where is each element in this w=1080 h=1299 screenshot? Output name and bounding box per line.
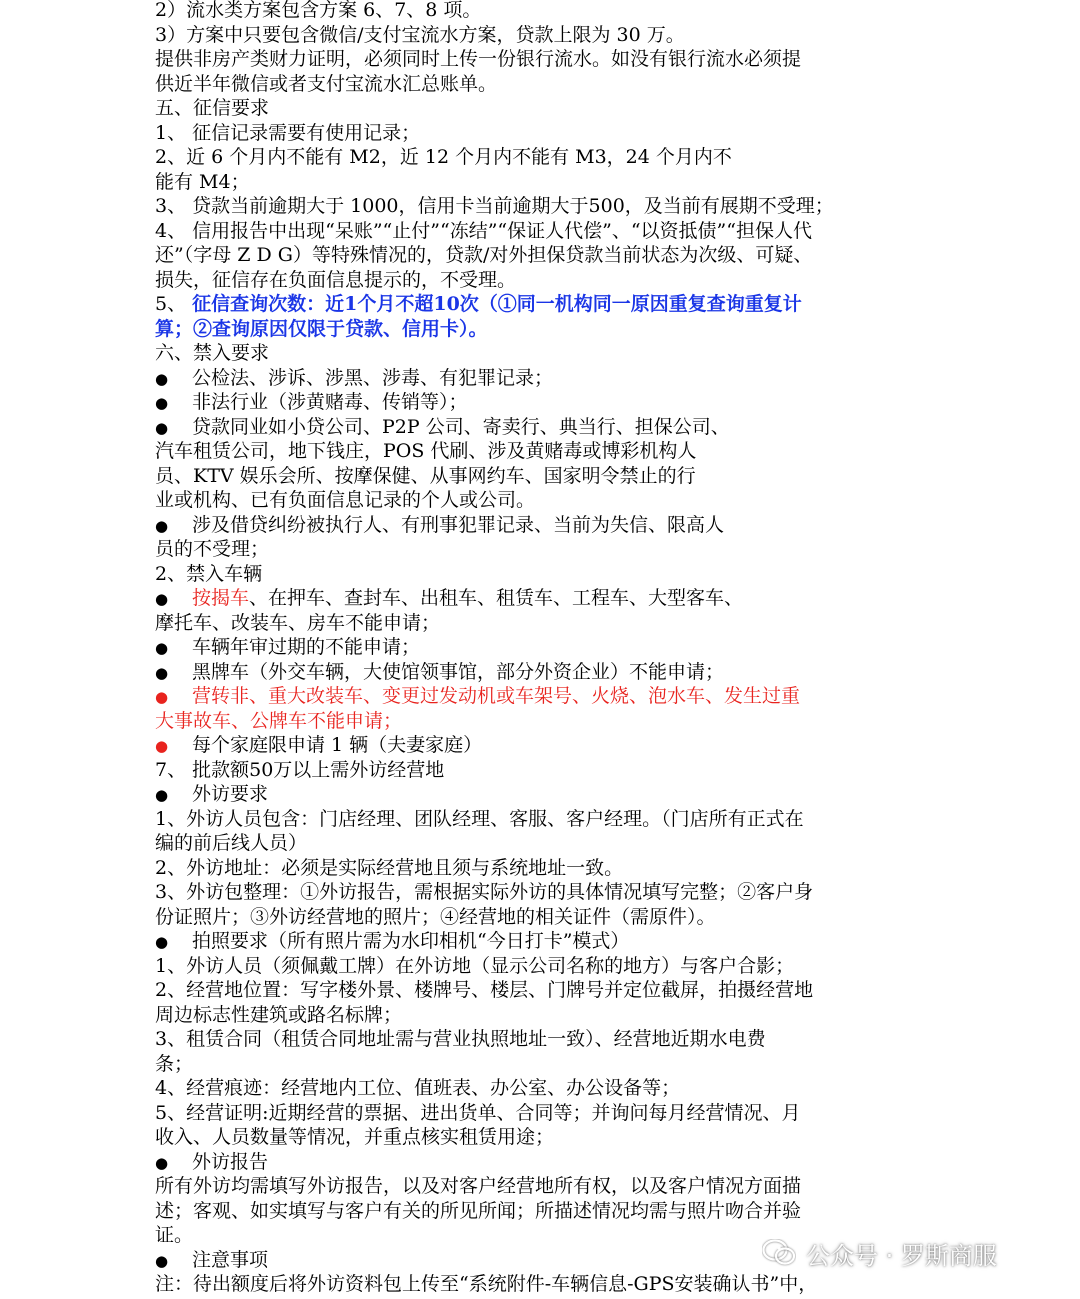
bullet-item — [155, 684, 885, 709]
text-line: 7、 批款额50万以上需外访经营地 — [155, 758, 445, 781]
text-line: 4、经营痕迹：经营地内工位、值班表、办公室、办公设备等； — [155, 1077, 681, 1099]
text-line: 2）流水类方案包含方案 6、7、8 项。 — [155, 0, 482, 21]
text-line: 能有 M4； — [155, 170, 250, 193]
bullet-item: ● 公检法、涉诉、涉黑、涉毒、有犯罪记录； — [155, 366, 885, 391]
section-title-ban: 六、禁入要求 — [155, 342, 270, 364]
bullet-icon: ● — [155, 394, 169, 412]
bullet-item: ● 每个家庭限申请 1 辆（夫妻家庭） — [155, 733, 885, 758]
bullet-icon: ● — [155, 786, 169, 804]
highlight-blue-text: 征信查询次数：近1个月不超10次（①同一机构同一原因重复查询重复计 — [192, 293, 802, 315]
text-line: 所有外访均需填写外访报告，以及对客户经营地所有权，以及客户情况方面描 — [155, 1175, 802, 1197]
bullet-icon: ● — [155, 1251, 169, 1270]
highlight-blue-text: 算；②查询原因仅限于贷款、信用卡）。 — [155, 317, 488, 340]
text-line: 份证照片；③外访经营地的照片；④经营地的相关证件（需原件）。 — [155, 905, 716, 928]
highlight-red-text: 大事故车、公牌车不能申请； — [155, 709, 403, 732]
text-line: 证。 — [155, 1224, 194, 1246]
text-line: 还”（字母 Z D G）等特殊情况的，贷款/对外担保贷款当前状态为次级、可疑、 — [155, 244, 813, 266]
text-line: 2、外访地址：必须是实际经营地且须与系统地址一致。 — [155, 856, 624, 879]
bullet-icon: ● — [155, 516, 169, 535]
text-line: 员的不受理； — [155, 538, 270, 560]
text-line: 3、 贷款当前逾期大于 1000，信用卡当前逾期大于500，及当前有展期不受理； — [155, 195, 834, 217]
bullet-item: ● 车辆年审过期的不能申请； — [155, 635, 885, 660]
bullet-icon: ● — [155, 418, 169, 437]
text-line: 4、 信用报告中出现“呆账”“止付”“冻结”“保证人代偿”、“以资抵债”“担保人代 — [155, 219, 812, 242]
bullet-heading: ● 注意事项 — [155, 1248, 885, 1273]
bullet-icon: ● — [155, 737, 169, 755]
credit-inquiry-line — [155, 317, 885, 342]
text-line: 供近半年微信或者支付宝流水汇总账单。 — [155, 72, 498, 95]
text-line: 1、外访人员包含：门店经理、团队经理、客服、客户经理。（门店所有正式在 — [155, 807, 804, 830]
text-line: 员、KTV 娱乐会所、按摩保健、从事网约车、国家明令禁止的行 — [155, 464, 696, 487]
credit-inquiry-line — [155, 292, 885, 317]
text-line: 5、经营证明:近期经营的票据、进出货单、合同等；并询问每月经营情况、月 — [155, 1101, 801, 1124]
wechat-icon — [762, 1239, 796, 1267]
text-line: 3、外访包整理：①外访报告，需根据实际外访的具体情况填写完整；②客户身 — [155, 881, 814, 903]
bullet-icon: ● — [155, 663, 169, 682]
highlight-red-text: 营转非、重大改装车、变更过发动机或车架号、火烧、泡水车、发生过重 — [192, 685, 801, 707]
text-line: 编的前后线人员） — [155, 832, 308, 854]
bullet-icon: ● — [155, 639, 169, 657]
text-line: 1、外访人员（须佩戴工牌）在外访地（显示公司名称的地方）与客户合影； — [155, 954, 795, 977]
bullet-icon: ● — [155, 688, 169, 706]
bullet-item: ● 按揭车、在押车、查封车、出租车、租赁车、工程车、大型客车、 — [155, 586, 885, 611]
text-line: 3、租赁合同（租赁合同地址需与营业执照地址一致）、经营地近期水电费 — [155, 1028, 766, 1050]
text-line: 注：待出额度后将外访资料包上传至“系统附件-车辆信息-GPS安装确认书”中， — [155, 1273, 818, 1295]
text-line: 2、近 6 个月内不能有 M2，近 12 个月内不能有 M3，24 个月内不 — [155, 146, 732, 168]
bullet-heading: ● 外访报告 — [155, 1150, 885, 1175]
text-line: 提供非房产类财力证明，必须同时上传一份银行流水。如没有银行流水必须提 — [155, 48, 802, 70]
bullet-heading: ● 外访要求 — [155, 782, 885, 807]
text-line: 收入、人员数量等情况，并重点核实租赁用途； — [155, 1126, 555, 1148]
highlight-red-text: 按揭车 — [192, 587, 250, 609]
text-line: 业或机构、已有负面信息记录的个人或公司。 — [155, 489, 536, 511]
bullet-item: ● 黑牌车（外交车辆，大使馆领事馆，部分外资企业）不能申请； — [155, 660, 885, 685]
bullet-icon: ● — [155, 933, 169, 951]
section-title-credit: 五、征信要求 — [155, 97, 270, 119]
bullet-item: ● 贷款同业如小贷公司、P2P 公司、寄卖行、典当行、担保公司、 — [155, 415, 885, 440]
bullet-icon: ● — [155, 369, 169, 388]
text-line: 周边标志性建筑或路名标牌； — [155, 1003, 403, 1026]
watermark-text: 公众号 · 罗斯商服 — [806, 1241, 997, 1270]
bullet-icon: ● — [155, 1153, 169, 1172]
wechat-watermark — [762, 1233, 997, 1273]
section-title-vehicles: 2、禁入车辆 — [155, 562, 263, 585]
bullet-icon: ● — [155, 590, 169, 608]
text-line: 条； — [155, 1052, 194, 1075]
text-line: 损失，征信存在负面信息提示的，不受理。 — [155, 268, 517, 291]
bullet-item: ● 涉及借贷纠纷被执行人、有刑事犯罪记录、当前为失信、限高人 — [155, 513, 885, 538]
text-line: 述；客观、如实填写与客户有关的所见所闻；所描述情况均需与照片吻合并验 — [155, 1199, 802, 1222]
text-line: 3）方案中只要包含微信/支付宝流水方案，贷款上限为 30 万。 — [155, 23, 685, 46]
text-line: 摩托车、改装车、房车不能申请； — [155, 611, 441, 634]
bullet-heading: ● 拍照要求（所有照片需为水印相机“今日打卡”模式） — [155, 929, 885, 954]
document-body — [155, 0, 885, 1297]
text-line: 汽车租赁公司，地下钱庄，POS 代刷、涉及黄赌毒或博彩机构人 — [155, 440, 697, 462]
text-line: 2、经营地位置：写字楼外景、楼牌号、楼层、门牌号并定位截屏，拍摄经营地 — [155, 979, 814, 1001]
list-number: 5、 — [155, 293, 193, 315]
bullet-item: ● 非法行业（涉黄赌毒、传销等）； — [155, 390, 885, 415]
text-line: 1、 征信记录需要有使用记录； — [155, 121, 421, 144]
